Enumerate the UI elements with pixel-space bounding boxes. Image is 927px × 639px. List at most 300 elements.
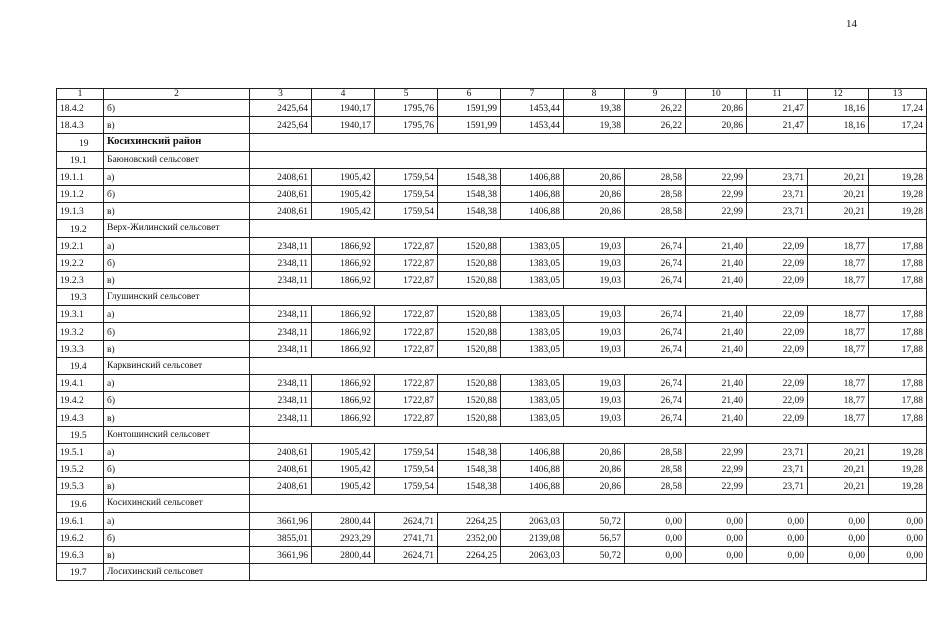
row-code: 18.4.3	[57, 117, 104, 134]
row-code: 19.6	[57, 495, 104, 512]
value-cell: 1940,17	[312, 100, 375, 117]
value-cell: 1866,92	[312, 409, 375, 426]
value-cell: 2408,61	[250, 168, 312, 185]
value-cell: 1722,87	[375, 237, 438, 254]
value-cell: 18,77	[808, 392, 869, 409]
value-cell: 1383,05	[501, 409, 564, 426]
value-cell: 21,47	[747, 117, 808, 134]
table-row	[57, 185, 927, 202]
value-cell: 1759,54	[375, 460, 438, 477]
value-cell: 20,86	[564, 168, 625, 185]
row-code: 19.7	[57, 564, 104, 581]
table-row	[57, 271, 927, 288]
value-cell: 17,88	[869, 254, 927, 271]
row-code: 19	[57, 134, 104, 151]
value-cell: 0,00	[625, 529, 686, 546]
row-code: 19.6.2	[57, 529, 104, 546]
value-cell: 1905,42	[312, 460, 375, 477]
value-cell: 20,86	[564, 203, 625, 220]
value-cell: 0,00	[747, 529, 808, 546]
value-cell: 17,88	[869, 271, 927, 288]
value-cell: 26,22	[625, 117, 686, 134]
row-code: 19.4.3	[57, 409, 104, 426]
value-cell: 21,40	[686, 392, 747, 409]
value-cell: 22,99	[686, 460, 747, 477]
row-label: в)	[104, 546, 250, 563]
value-cell: 19,38	[564, 100, 625, 117]
value-cell: 0,00	[869, 512, 927, 529]
value-cell: 22,99	[686, 185, 747, 202]
row-label: Глушинский сельсовет	[104, 289, 250, 306]
value-cell: 56,57	[564, 529, 625, 546]
value-cell: 2800,44	[312, 546, 375, 563]
value-cell: 28,58	[625, 203, 686, 220]
value-cell: 20,21	[808, 203, 869, 220]
value-cell: 1520,88	[438, 306, 501, 323]
row-label: а)	[104, 512, 250, 529]
value-cell: 20,21	[808, 460, 869, 477]
empty-span-cell	[250, 357, 927, 374]
value-cell: 2348,11	[250, 323, 312, 340]
value-cell: 1406,88	[501, 460, 564, 477]
value-cell: 20,86	[686, 117, 747, 134]
value-cell: 0,00	[747, 546, 808, 563]
value-cell: 1759,54	[375, 478, 438, 495]
value-cell: 1722,87	[375, 271, 438, 288]
row-label: б)	[104, 529, 250, 546]
value-cell: 2624,71	[375, 546, 438, 563]
value-cell: 2425,64	[250, 117, 312, 134]
value-cell: 19,28	[869, 203, 927, 220]
value-cell: 19,03	[564, 254, 625, 271]
value-cell: 0,00	[808, 512, 869, 529]
value-cell: 1722,87	[375, 392, 438, 409]
row-code: 19.3.1	[57, 306, 104, 323]
value-cell: 28,58	[625, 460, 686, 477]
value-cell: 1520,88	[438, 271, 501, 288]
value-cell: 1406,88	[501, 185, 564, 202]
row-label: Баюновский сельсовет	[104, 151, 250, 168]
empty-span-cell	[250, 151, 927, 168]
value-cell: 19,28	[869, 443, 927, 460]
value-cell: 20,86	[686, 100, 747, 117]
value-cell: 18,77	[808, 306, 869, 323]
value-cell: 1866,92	[312, 323, 375, 340]
value-cell: 26,74	[625, 340, 686, 357]
row-label: Контошинский сельсовет	[104, 426, 250, 443]
value-cell: 3661,96	[250, 512, 312, 529]
table-row	[57, 323, 927, 340]
district-heading-row	[57, 134, 927, 151]
value-cell: 1383,05	[501, 375, 564, 392]
value-cell: 22,09	[747, 323, 808, 340]
value-cell: 1722,87	[375, 306, 438, 323]
row-label: б)	[104, 100, 250, 117]
column-number-cell: 11	[747, 89, 808, 100]
value-cell: 20,86	[564, 460, 625, 477]
value-cell: 1759,54	[375, 185, 438, 202]
value-cell: 26,74	[625, 306, 686, 323]
value-cell: 1520,88	[438, 254, 501, 271]
row-code: 19.2	[57, 220, 104, 237]
value-cell: 2624,71	[375, 512, 438, 529]
table-row	[57, 529, 927, 546]
value-cell: 23,71	[747, 203, 808, 220]
settlement-heading-row	[57, 495, 927, 512]
value-cell: 18,77	[808, 323, 869, 340]
table-row	[57, 340, 927, 357]
value-cell: 23,71	[747, 443, 808, 460]
value-cell: 17,24	[869, 100, 927, 117]
value-cell: 1591,99	[438, 117, 501, 134]
row-code: 19.4.2	[57, 392, 104, 409]
value-cell: 22,09	[747, 254, 808, 271]
value-cell: 1795,76	[375, 100, 438, 117]
value-cell: 1453,44	[501, 117, 564, 134]
value-cell: 1722,87	[375, 375, 438, 392]
row-label: Верх-Жилинский сельсовет	[104, 220, 250, 237]
value-cell: 19,03	[564, 306, 625, 323]
row-code: 19.5.1	[57, 443, 104, 460]
value-cell: 20,86	[564, 443, 625, 460]
row-label: Косихинский сельсовет	[104, 495, 250, 512]
value-cell: 21,40	[686, 271, 747, 288]
value-cell: 20,21	[808, 168, 869, 185]
value-cell: 1759,54	[375, 443, 438, 460]
row-code: 19.1.1	[57, 168, 104, 185]
value-cell: 1406,88	[501, 478, 564, 495]
value-cell: 1453,44	[501, 100, 564, 117]
value-cell: 1548,38	[438, 168, 501, 185]
value-cell: 17,88	[869, 375, 927, 392]
value-cell: 1383,05	[501, 271, 564, 288]
value-cell: 1383,05	[501, 254, 564, 271]
value-cell: 17,88	[869, 392, 927, 409]
value-cell: 22,09	[747, 375, 808, 392]
row-label: б)	[104, 185, 250, 202]
value-cell: 1759,54	[375, 168, 438, 185]
value-cell: 20,21	[808, 443, 869, 460]
value-cell: 19,28	[869, 168, 927, 185]
value-cell: 2348,11	[250, 306, 312, 323]
row-code: 19.5.3	[57, 478, 104, 495]
column-number-cell: 13	[869, 89, 927, 100]
empty-span-cell	[250, 495, 927, 512]
value-cell: 19,28	[869, 478, 927, 495]
value-cell: 23,71	[747, 168, 808, 185]
value-cell: 26,74	[625, 375, 686, 392]
row-code: 19.1	[57, 151, 104, 168]
value-cell: 1548,38	[438, 460, 501, 477]
value-cell: 18,77	[808, 375, 869, 392]
row-code: 19.2.3	[57, 271, 104, 288]
value-cell: 19,03	[564, 237, 625, 254]
value-cell: 1905,42	[312, 203, 375, 220]
value-cell: 28,58	[625, 168, 686, 185]
value-cell: 17,24	[869, 117, 927, 134]
value-cell: 2348,11	[250, 375, 312, 392]
row-label: в)	[104, 478, 250, 495]
value-cell: 1722,87	[375, 323, 438, 340]
value-cell: 2800,44	[312, 512, 375, 529]
value-cell: 23,71	[747, 460, 808, 477]
value-cell: 50,72	[564, 546, 625, 563]
value-cell: 1722,87	[375, 340, 438, 357]
column-number-cell: 12	[808, 89, 869, 100]
row-code: 19.6.3	[57, 546, 104, 563]
row-label: а)	[104, 443, 250, 460]
value-cell: 1905,42	[312, 185, 375, 202]
value-cell: 1383,05	[501, 392, 564, 409]
value-cell: 1866,92	[312, 237, 375, 254]
value-cell: 1520,88	[438, 392, 501, 409]
value-cell: 2348,11	[250, 237, 312, 254]
value-cell: 2408,61	[250, 460, 312, 477]
value-cell: 2408,61	[250, 443, 312, 460]
settlement-heading-row	[57, 357, 927, 374]
table-row	[57, 237, 927, 254]
value-cell: 1520,88	[438, 409, 501, 426]
value-cell: 21,40	[686, 409, 747, 426]
value-cell: 0,00	[808, 546, 869, 563]
settlement-heading-row	[57, 426, 927, 443]
value-cell: 2923,29	[312, 529, 375, 546]
value-cell: 21,40	[686, 323, 747, 340]
settlement-heading-row	[57, 564, 927, 581]
value-cell: 1406,88	[501, 168, 564, 185]
column-number-cell: 10	[686, 89, 747, 100]
row-code: 18.4.2	[57, 100, 104, 117]
value-cell: 1406,88	[501, 203, 564, 220]
value-cell: 1520,88	[438, 237, 501, 254]
value-cell: 22,09	[747, 392, 808, 409]
value-cell: 20,21	[808, 185, 869, 202]
value-cell: 2408,61	[250, 185, 312, 202]
value-cell: 1548,38	[438, 478, 501, 495]
value-cell: 17,88	[869, 237, 927, 254]
column-number-cell: 8	[564, 89, 625, 100]
table-row	[57, 100, 927, 117]
empty-span-cell	[250, 289, 927, 306]
value-cell: 22,09	[747, 271, 808, 288]
value-cell: 18,77	[808, 340, 869, 357]
row-label: в)	[104, 203, 250, 220]
row-label: а)	[104, 237, 250, 254]
value-cell: 22,09	[747, 237, 808, 254]
value-cell: 2348,11	[250, 340, 312, 357]
row-code: 19.2.1	[57, 237, 104, 254]
value-cell: 1722,87	[375, 254, 438, 271]
value-cell: 1866,92	[312, 254, 375, 271]
row-label: а)	[104, 375, 250, 392]
value-cell: 3855,01	[250, 529, 312, 546]
value-cell: 1759,54	[375, 203, 438, 220]
value-cell: 2408,61	[250, 478, 312, 495]
row-code: 19.4	[57, 357, 104, 374]
value-cell: 1520,88	[438, 340, 501, 357]
value-cell: 17,88	[869, 323, 927, 340]
column-number-cell: 4	[312, 89, 375, 100]
value-cell: 19,03	[564, 323, 625, 340]
column-number-cell: 1	[57, 89, 104, 100]
row-code: 19.6.1	[57, 512, 104, 529]
value-cell: 0,00	[625, 546, 686, 563]
value-cell: 26,74	[625, 254, 686, 271]
row-code: 19.3	[57, 289, 104, 306]
value-cell: 1866,92	[312, 271, 375, 288]
value-cell: 2139,08	[501, 529, 564, 546]
value-cell: 18,77	[808, 271, 869, 288]
row-label: Косихинский район	[104, 134, 250, 151]
value-cell: 28,58	[625, 185, 686, 202]
value-cell: 20,21	[808, 478, 869, 495]
value-cell: 26,74	[625, 409, 686, 426]
row-label: б)	[104, 254, 250, 271]
value-cell: 28,58	[625, 443, 686, 460]
row-code: 19.2.2	[57, 254, 104, 271]
value-cell: 28,58	[625, 478, 686, 495]
value-cell: 19,03	[564, 340, 625, 357]
value-cell: 1905,42	[312, 478, 375, 495]
empty-span-cell	[250, 134, 927, 151]
row-code: 19.4.1	[57, 375, 104, 392]
row-label: в)	[104, 271, 250, 288]
value-cell: 1383,05	[501, 323, 564, 340]
value-cell: 2348,11	[250, 409, 312, 426]
value-cell: 0,00	[686, 546, 747, 563]
value-cell: 23,71	[747, 478, 808, 495]
row-label: а)	[104, 306, 250, 323]
value-cell: 18,77	[808, 237, 869, 254]
page-number: 14	[846, 18, 857, 30]
value-cell: 2425,64	[250, 100, 312, 117]
value-cell: 23,71	[747, 185, 808, 202]
column-number-cell: 5	[375, 89, 438, 100]
value-cell: 1940,17	[312, 117, 375, 134]
row-code: 19.5	[57, 426, 104, 443]
table-row	[57, 306, 927, 323]
column-number-cell: 7	[501, 89, 564, 100]
row-label: Карквинский сельсовет	[104, 357, 250, 374]
value-cell: 2348,11	[250, 254, 312, 271]
value-cell: 26,74	[625, 237, 686, 254]
table-row	[57, 375, 927, 392]
settlement-heading-row	[57, 289, 927, 306]
value-cell: 1548,38	[438, 203, 501, 220]
value-cell: 21,40	[686, 306, 747, 323]
value-cell: 21,47	[747, 100, 808, 117]
table-row	[57, 546, 927, 563]
value-cell: 2348,11	[250, 271, 312, 288]
value-cell: 17,88	[869, 306, 927, 323]
value-cell: 19,28	[869, 460, 927, 477]
value-cell: 26,22	[625, 100, 686, 117]
column-number-cell: 2	[104, 89, 250, 100]
value-cell: 21,40	[686, 237, 747, 254]
value-cell: 1866,92	[312, 306, 375, 323]
value-cell: 26,74	[625, 323, 686, 340]
table-row	[57, 203, 927, 220]
settlement-heading-row	[57, 220, 927, 237]
row-code: 19.5.2	[57, 460, 104, 477]
value-cell: 1406,88	[501, 443, 564, 460]
value-cell: 18,16	[808, 117, 869, 134]
value-cell: 0,00	[869, 529, 927, 546]
value-cell: 50,72	[564, 512, 625, 529]
value-cell: 22,09	[747, 306, 808, 323]
value-cell: 2348,11	[250, 392, 312, 409]
value-cell: 1722,87	[375, 409, 438, 426]
table-row	[57, 409, 927, 426]
row-label: а)	[104, 168, 250, 185]
row-label: в)	[104, 117, 250, 134]
value-cell: 0,00	[686, 529, 747, 546]
value-cell: 19,03	[564, 375, 625, 392]
value-cell: 0,00	[808, 529, 869, 546]
value-cell: 22,99	[686, 203, 747, 220]
value-cell: 2408,61	[250, 203, 312, 220]
table-body	[57, 89, 927, 581]
settlement-heading-row	[57, 151, 927, 168]
value-cell: 1383,05	[501, 340, 564, 357]
value-cell: 2352,00	[438, 529, 501, 546]
value-cell: 18,16	[808, 100, 869, 117]
table-row	[57, 460, 927, 477]
column-number-row	[57, 89, 927, 100]
row-label: б)	[104, 323, 250, 340]
empty-span-cell	[250, 564, 927, 581]
value-cell: 21,40	[686, 340, 747, 357]
value-cell: 18,77	[808, 409, 869, 426]
column-number-cell: 9	[625, 89, 686, 100]
value-cell: 21,40	[686, 375, 747, 392]
value-cell: 0,00	[747, 512, 808, 529]
column-number-cell: 3	[250, 89, 312, 100]
value-cell: 3661,96	[250, 546, 312, 563]
value-cell: 1795,76	[375, 117, 438, 134]
value-cell: 1383,05	[501, 237, 564, 254]
value-cell: 20,86	[564, 185, 625, 202]
value-cell: 1866,92	[312, 340, 375, 357]
value-cell: 2063,03	[501, 512, 564, 529]
value-cell: 19,03	[564, 392, 625, 409]
value-cell: 22,99	[686, 443, 747, 460]
value-cell: 18,77	[808, 254, 869, 271]
value-cell: 1383,05	[501, 306, 564, 323]
value-cell: 19,38	[564, 117, 625, 134]
value-cell: 20,86	[564, 478, 625, 495]
value-cell: 22,99	[686, 168, 747, 185]
value-cell: 26,74	[625, 271, 686, 288]
table-row	[57, 478, 927, 495]
value-cell: 1866,92	[312, 375, 375, 392]
value-cell: 1905,42	[312, 168, 375, 185]
value-cell: 1905,42	[312, 443, 375, 460]
value-cell: 1866,92	[312, 392, 375, 409]
value-cell: 1520,88	[438, 375, 501, 392]
table-row	[57, 254, 927, 271]
value-cell: 19,28	[869, 185, 927, 202]
row-label: б)	[104, 392, 250, 409]
value-cell: 17,88	[869, 409, 927, 426]
value-cell: 0,00	[686, 512, 747, 529]
value-cell: 0,00	[625, 512, 686, 529]
value-cell: 17,88	[869, 340, 927, 357]
table-row	[57, 168, 927, 185]
table-row	[57, 117, 927, 134]
empty-span-cell	[250, 426, 927, 443]
tariff-table	[56, 88, 927, 581]
